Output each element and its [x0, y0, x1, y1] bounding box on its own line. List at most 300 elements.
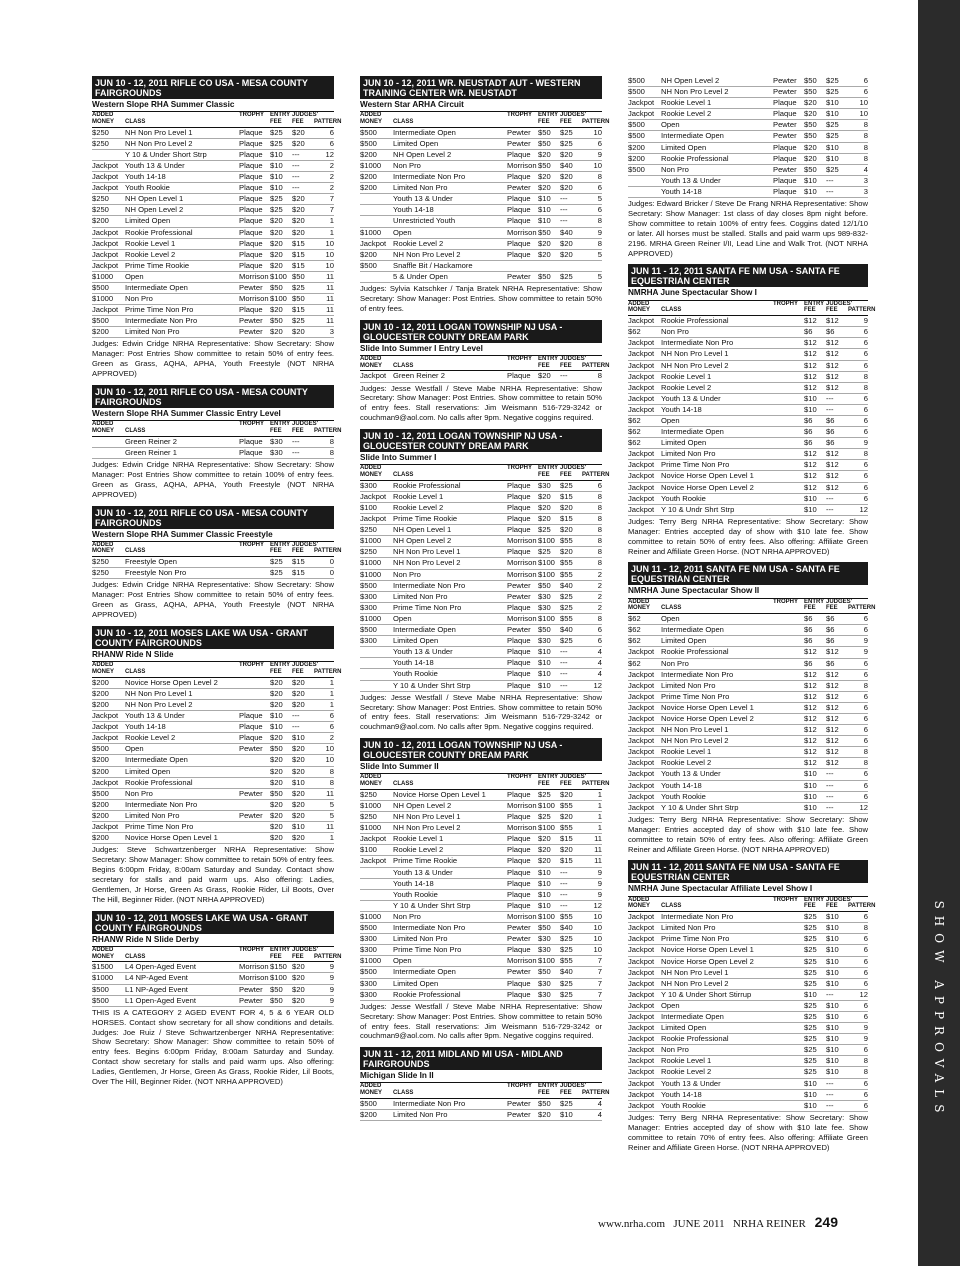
col-fee-label: FEE [270, 118, 282, 125]
cell-judges-fee: $50 [292, 294, 305, 304]
cell-pattern: 6 [597, 205, 602, 215]
cell-judges-fee: --- [560, 867, 568, 877]
cell-trophy: Plaque [507, 789, 531, 799]
col-entry-label: ENTRY [538, 355, 559, 362]
cell-pattern: 6 [863, 725, 868, 735]
col-spacer [582, 112, 602, 119]
col-entry-label: ENTRY [804, 896, 825, 903]
col-judges-fee [560, 465, 587, 479]
table-row [360, 901, 602, 912]
cell-pattern: 3 [329, 327, 334, 337]
col-trophy-label: TROPHY [239, 421, 265, 428]
cell-judges-fee: --- [292, 722, 300, 732]
cell-added-money: Jackpot [628, 747, 655, 757]
cell-pattern: 0 [329, 557, 334, 567]
cell-trophy [773, 681, 804, 691]
cell-judges-fee: $10 [292, 822, 305, 831]
table-row [92, 962, 334, 973]
col-entry-fee [804, 897, 826, 911]
cell-entry-fee: $20 [538, 149, 551, 159]
col-entry-label: ENTRY [538, 1083, 559, 1090]
cell-trophy [773, 1023, 804, 1033]
cell-judges-fee: $20 [292, 766, 305, 776]
cell-added-money: $200 [92, 799, 109, 809]
cell-pattern: 6 [863, 714, 868, 723]
cell-trophy: Plaque [239, 238, 263, 248]
cell-pattern: 11 [326, 822, 334, 831]
col-added-label: ADDED [628, 598, 650, 605]
cell-judges-fee: $20 [292, 677, 305, 687]
cell-pattern: 2 [329, 172, 334, 182]
cell-entry-fee: $10 [804, 989, 817, 999]
col-spacer [314, 947, 334, 954]
cell-class: NH Non Pro Level 1 [393, 547, 461, 557]
col-judges-fee [560, 112, 587, 126]
cell-added-money: $250 [92, 205, 109, 215]
cell-entry-fee: $12 [804, 714, 817, 723]
cell-trophy: Plaque [507, 989, 531, 999]
cell-added-money: $1000 [92, 973, 114, 983]
cell-class: Intermediate Non Pro [393, 172, 466, 182]
cell-added-money: $500 [92, 984, 109, 994]
cell-pattern: 8 [863, 371, 868, 381]
cell-class: Limited Non Pro [393, 183, 448, 193]
cell-pattern: 6 [597, 636, 602, 646]
cell-judges-fee: $20 [292, 127, 305, 137]
cell-trophy: Plaque [507, 503, 531, 512]
cell-trophy: Pewter [507, 934, 531, 944]
table-row [628, 1012, 868, 1023]
cell-trophy: Pewter [507, 625, 531, 635]
table-row [92, 239, 334, 250]
col-spacer [393, 465, 507, 472]
cell-trophy [773, 1101, 804, 1111]
cell-class: Open [661, 120, 680, 130]
cell-judges-fee: $20 [292, 973, 305, 983]
cell-trophy: Morrison [239, 271, 269, 281]
footer-url[interactable]: www.nrha.com [598, 1218, 666, 1230]
cell-added-money: Jackpot [628, 956, 655, 966]
cell-trophy: Plaque [773, 175, 797, 185]
col-spacer [661, 897, 773, 904]
cell-judges-fee: --- [560, 658, 568, 668]
cell-entry-fee: $25 [270, 138, 283, 148]
show-section [92, 76, 342, 379]
cell-class: Prime Time Rookie [125, 260, 190, 270]
cell-judges-fee: $12 [826, 747, 839, 757]
table-row [360, 956, 602, 967]
col-class-label: CLASS [661, 903, 682, 910]
col-pattern [582, 774, 610, 788]
cell-added-money: $500 [628, 131, 645, 141]
cell-judges-fee: $25 [560, 127, 573, 137]
cell-added-money: $300 [360, 945, 377, 955]
cell-added-money: $250 [360, 547, 377, 557]
cell-trophy: Plaque [507, 602, 531, 612]
table-row [360, 150, 602, 161]
cell-added-money: Jackpot [628, 371, 655, 381]
cell-class: Youth 13 & Under [661, 769, 721, 779]
cell-entry-fee: $6 [804, 625, 813, 635]
col-entry-label: ENTRY [270, 946, 291, 953]
cell-added-money: Jackpot [628, 669, 655, 679]
cell-judges-fee: $15 [560, 514, 573, 524]
cell-pattern: 6 [863, 416, 868, 425]
cell-entry-fee: $25 [804, 945, 817, 955]
cell-class: Non Pro [393, 160, 421, 170]
cell-pattern: 10 [593, 923, 602, 933]
cell-trophy: Plaque [507, 867, 531, 877]
cell-class: NH Open Level 1 [125, 194, 184, 204]
cell-class: Youth 14-18 [661, 404, 702, 414]
col-fee-label: FEE [538, 118, 550, 125]
cell-entry-fee: $25 [804, 1000, 817, 1010]
cell-pattern: 8 [863, 680, 868, 690]
cell-trophy: Plaque [239, 149, 263, 159]
cell-pattern: 10 [593, 127, 602, 137]
col-pattern [314, 662, 342, 676]
cell-added-money [360, 216, 393, 226]
cell-trophy [773, 449, 804, 459]
table-row [360, 912, 602, 923]
col-entry-fee [804, 599, 826, 613]
cell-trophy: Pewter [507, 580, 531, 590]
cell-trophy [773, 659, 804, 669]
cell-added-money: $200 [92, 699, 109, 709]
cell-entry-fee: $12 [804, 349, 817, 359]
col-class [125, 947, 239, 961]
show-notes: Judges: Terry Berg NRHA Representative: Show Secretary: Show Manager: Entries accepted day of show with $10 late fee. Show committee to retain 50% of entry fees. Also offering: Affiliate Green Reiner and Affiliate Green Horse. (NOT NRHA APPROVED) [628, 814, 868, 854]
cell-class: Non Pro [393, 911, 421, 921]
cell-pattern: 6 [863, 934, 868, 944]
table-row [628, 736, 868, 747]
cell-trophy [239, 822, 270, 832]
table-row [628, 945, 868, 956]
table-row [360, 967, 602, 978]
cell-added-money: Jackpot [360, 491, 387, 501]
table-row [92, 973, 334, 984]
cell-judges-fee: $20 [560, 238, 573, 248]
cell-trophy: Plaque [239, 436, 263, 446]
cell-judges-fee: $20 [560, 503, 573, 512]
cell-class: NH Non Pro Level 2 [125, 699, 193, 709]
cell-added-money: $250 [92, 138, 109, 148]
table-row [92, 767, 334, 778]
cell-trophy: Morrison [507, 801, 537, 810]
show-title: Michigan Slide In II [360, 1070, 602, 1083]
cell-added-money: $1500 [92, 962, 114, 972]
cell-entry-fee: $20 [270, 733, 283, 743]
cell-judges-fee: $20 [292, 833, 305, 843]
cell-class: NH Non Pro Level 1 [125, 127, 193, 137]
cell-pattern: 8 [597, 216, 602, 226]
cell-trophy [773, 427, 804, 437]
cell-trophy: Plaque [507, 834, 531, 844]
cell-trophy [773, 1034, 804, 1044]
cell-trophy [773, 625, 804, 635]
cell-added-money: $300 [360, 591, 377, 601]
cell-added-money [360, 647, 393, 657]
cell-trophy [773, 670, 804, 680]
cell-trophy: Plaque [773, 98, 797, 108]
cell-class: Youth Rookie [661, 493, 706, 503]
show-header: JUN 11 - 12, 2011 SANTA FE NM USA - SANTA FE EQUESTRIAN CENTER [628, 562, 868, 585]
table-row [628, 792, 868, 803]
cell-class: Non Pro [661, 327, 689, 337]
cell-added-money: Jackpot [628, 1089, 655, 1099]
cell-added-money: $500 [360, 138, 377, 148]
table-row [360, 547, 602, 558]
cell-judges-fee: $10 [826, 956, 839, 966]
cell-entry-fee [538, 261, 560, 271]
cell-trophy: Plaque [507, 480, 531, 490]
cell-pattern: 11 [326, 283, 334, 292]
cell-pattern: 6 [863, 669, 868, 679]
table-row [360, 823, 602, 834]
table-row [360, 492, 602, 503]
table-row [628, 703, 868, 714]
table-row [628, 383, 868, 394]
col-trophy-label: TROPHY [773, 896, 799, 903]
cell-pattern: 6 [863, 967, 868, 977]
column-header [628, 598, 876, 615]
cell-added-money: Jackpot [628, 393, 655, 403]
cell-trophy [773, 714, 804, 724]
cell-trophy [773, 979, 804, 989]
cell-added-money [360, 868, 393, 878]
cell-entry-fee: $50 [804, 120, 817, 130]
table-row [628, 394, 868, 405]
column-header [92, 541, 342, 558]
cell-entry-fee: $50 [270, 995, 283, 1005]
cell-entry-fee: $12 [804, 691, 817, 701]
cell-judges-fee: --- [560, 194, 568, 204]
cell-trophy [239, 778, 270, 788]
col-spacer [582, 356, 602, 363]
table-row [92, 778, 334, 789]
col-added-label: ADDED [92, 541, 114, 548]
col-added-money [360, 465, 393, 479]
col-entry-fee [538, 112, 560, 126]
cell-entry-fee: $10 [270, 722, 283, 732]
cell-class: Open [125, 744, 144, 754]
cell-entry-fee: $12 [804, 316, 817, 326]
cell-pattern: 9 [597, 227, 602, 237]
cell-class: Youth 13 & Under [393, 647, 453, 657]
cell-added-money: $62 [628, 625, 641, 635]
col-spacer [125, 542, 239, 549]
cell-judges-fee: $25 [560, 138, 573, 148]
table-row [360, 856, 602, 867]
cell-added-money: $500 [360, 580, 377, 590]
col-class [125, 662, 239, 676]
cell-judges-fee: $10 [826, 967, 839, 977]
cell-entry-fee: $12 [804, 725, 817, 735]
cell-entry-fee: $10 [270, 149, 283, 159]
table-row [628, 923, 868, 934]
cell-added-money: Jackpot [628, 680, 655, 690]
cell-class: Rookie Level 1 [125, 238, 176, 248]
cell-pattern: 8 [597, 371, 602, 381]
cell-added-money: Jackpot [360, 834, 387, 844]
cell-pattern: 5 [597, 194, 602, 204]
cell-pattern: 8 [329, 447, 334, 457]
table-row [628, 1001, 868, 1012]
table-row [360, 945, 602, 956]
cell-trophy [773, 316, 804, 326]
cell-judges-fee: $6 [826, 438, 835, 448]
cell-added-money: Jackpot [628, 482, 655, 492]
col-pattern-label: PATTERN [582, 781, 610, 788]
cell-class: Y 10 & Under Shrt Strp [393, 680, 471, 690]
cell-entry-fee: $12 [804, 460, 817, 470]
cell-entry-fee: $25 [804, 1045, 817, 1055]
cell-pattern: 2 [329, 733, 334, 743]
cell-pattern: 1 [597, 812, 602, 822]
cell-added-money [360, 658, 393, 668]
cell-judges-fee: --- [826, 1100, 834, 1110]
cell-trophy: Pewter [239, 283, 263, 292]
cell-class: Rookie Level 2 [393, 238, 444, 248]
cell-added-money: Jackpot [628, 780, 655, 790]
cell-added-money: Jackpot [628, 989, 655, 999]
cell-class: NH Open Level 2 [393, 801, 452, 810]
cell-judges-fee [560, 261, 582, 271]
cell-pattern: 8 [597, 514, 602, 524]
cell-judges-fee: $15 [292, 260, 305, 270]
cell-pattern: 4 [597, 1110, 602, 1120]
cell-added-money: $200 [92, 688, 109, 698]
cell-added-money: Jackpot [628, 1045, 655, 1055]
table-row [628, 979, 868, 990]
col-spacer [125, 112, 239, 119]
cell-entry-fee: $10 [538, 205, 551, 215]
col-jfee-label: FEE [560, 781, 572, 788]
cell-entry-fee: $25 [270, 568, 283, 578]
col-class-label: CLASS [661, 307, 682, 314]
cell-pattern: 8 [597, 503, 602, 512]
column-header [360, 355, 610, 372]
cell-judges-fee: $25 [826, 76, 839, 85]
col-judges-label: JUDGES' [826, 300, 853, 307]
col-judges-fee [560, 355, 587, 370]
col-fee-label: FEE [538, 472, 550, 479]
cell-judges-fee: --- [826, 989, 834, 999]
cell-added-money: $1000 [360, 558, 382, 568]
cell-entry-fee: $6 [804, 416, 813, 425]
cell-trophy [773, 494, 804, 504]
cell-judges-fee: $25 [560, 945, 573, 955]
cell-added-money: $200 [92, 833, 109, 843]
cell-judges-fee: $10 [560, 1110, 573, 1120]
cell-pattern: 6 [863, 912, 868, 922]
cell-pattern: 9 [863, 438, 868, 448]
table-row [92, 678, 334, 689]
cell-class: Intermediate Open [393, 967, 456, 977]
cell-judges-fee: $20 [292, 205, 305, 215]
cell-trophy: Morrison [507, 160, 537, 170]
col-money-label: MONEY [628, 903, 651, 910]
cell-judges-fee: $25 [292, 283, 305, 292]
show-section [360, 320, 610, 423]
page-number: 249 [814, 1214, 838, 1230]
cell-entry-fee: $12 [804, 669, 817, 679]
col-entry-label: ENTRY [538, 112, 559, 119]
cell-judges-fee: $6 [826, 427, 835, 437]
show-title: NMRHA June Spectacular Show II [628, 585, 868, 598]
cell-judges-fee: $10 [826, 1067, 839, 1077]
cell-added-money [360, 879, 393, 889]
table-row [628, 460, 868, 471]
show-section [360, 738, 610, 1041]
table-row [360, 536, 602, 547]
cell-judges-fee: $55 [560, 823, 573, 833]
cell-entry-fee: $20 [270, 777, 283, 787]
cell-trophy: Morrison [507, 823, 537, 833]
cell-entry-fee: $50 [538, 138, 551, 148]
cell-class: NH Non Pro Level 1 [661, 349, 729, 359]
cell-class: Open [393, 613, 412, 623]
table-row [360, 216, 602, 227]
cell-entry-fee: $25 [804, 967, 817, 977]
col-pattern [582, 356, 610, 370]
table-row [360, 801, 602, 812]
cell-added-money: Jackpot [628, 360, 655, 370]
col-trophy [773, 897, 804, 911]
cell-pattern: 11 [326, 316, 334, 326]
table-row [92, 722, 334, 733]
table-row [360, 1099, 602, 1110]
cell-entry-fee: $50 [538, 625, 551, 635]
cell-pattern: 8 [863, 758, 868, 768]
cell-class: Rookie Level 1 [661, 1056, 712, 1066]
cell-trophy: Pewter [239, 995, 263, 1005]
cell-trophy: Plaque [239, 138, 263, 148]
side-tab-label [918, 890, 960, 1130]
cell-trophy: Plaque [507, 812, 531, 822]
cell-added-money: $500 [92, 744, 109, 754]
cell-class: Youth 13 & Under [661, 1078, 721, 1088]
col-trophy [507, 774, 538, 788]
cell-entry-fee: $20 [270, 227, 283, 237]
cell-pattern: 3 [863, 186, 868, 196]
cell-trophy: Morrison [507, 569, 537, 579]
cell-trophy: Morrison [239, 294, 269, 304]
table-row [360, 790, 602, 801]
table-row [92, 150, 334, 161]
cell-class: Novice Horse Open Level 2 [661, 482, 754, 492]
show-section [92, 506, 342, 621]
column-2 [360, 76, 610, 1127]
cell-pattern: 1 [329, 216, 334, 226]
cell-pattern: 7 [597, 989, 602, 999]
cell-pattern: 4 [863, 164, 868, 174]
cell-entry-fee: $30 [270, 447, 283, 457]
cell-class: Rookie Level 2 [125, 249, 176, 259]
cell-trophy: Plaque [507, 856, 531, 866]
cell-trophy [239, 800, 270, 810]
table-row [92, 833, 334, 844]
cell-entry-fee: $20 [270, 833, 283, 843]
cell-class: Rookie Level 2 [661, 758, 712, 768]
cell-class: Intermediate Non Pro [661, 912, 734, 922]
table-row [628, 1101, 868, 1112]
cell-added-money: $300 [360, 636, 377, 646]
cell-trophy: Plaque [507, 216, 531, 226]
table-row [628, 76, 868, 87]
table-row [628, 968, 868, 979]
cell-entry-fee: $30 [538, 480, 551, 490]
